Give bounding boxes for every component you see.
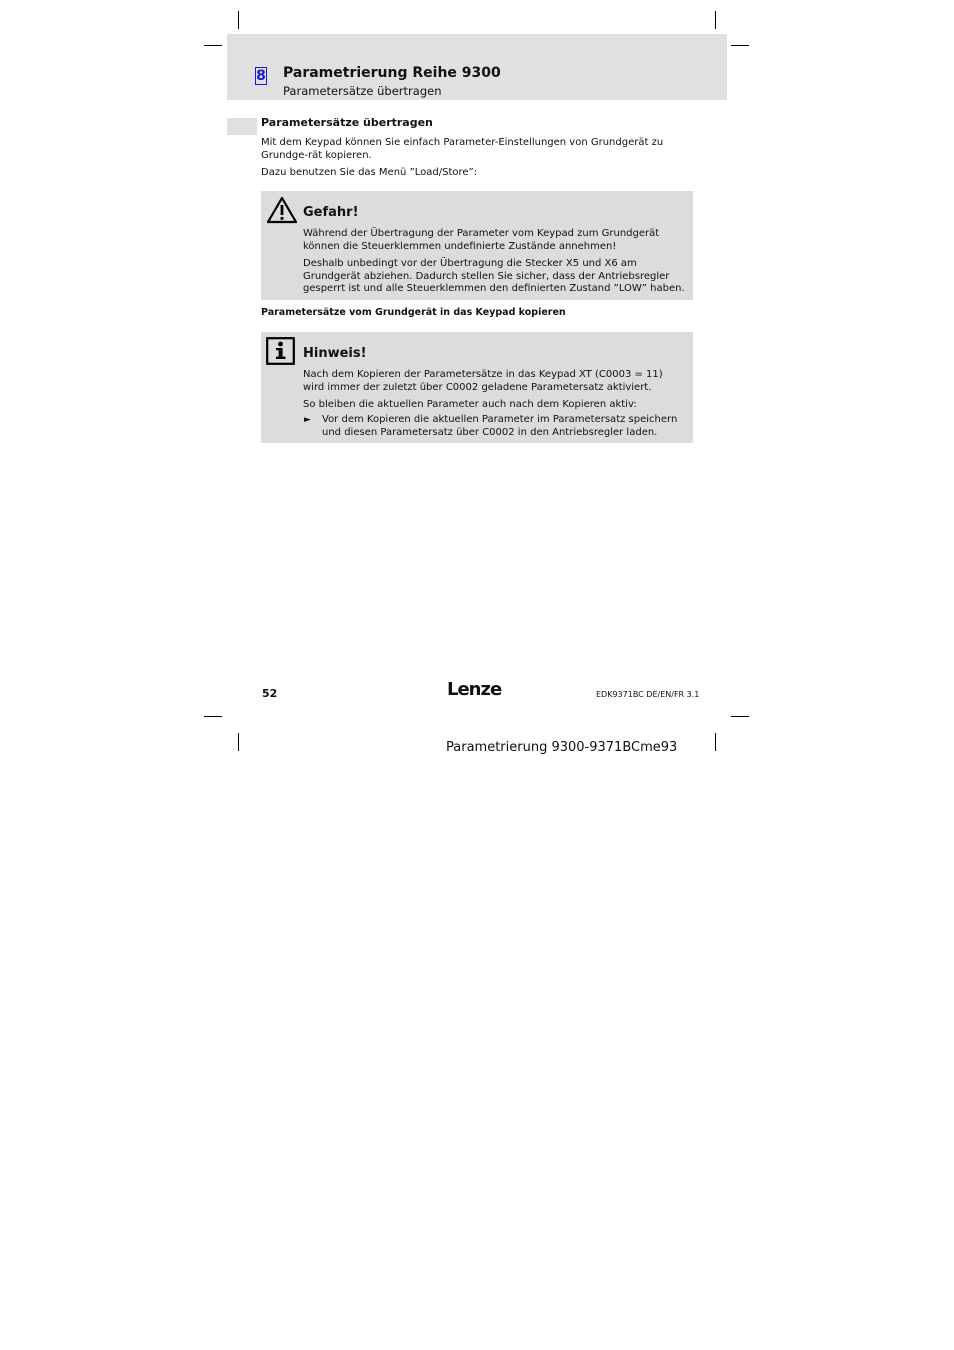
danger-text-2: Deshalb unbedingt vor der Übertragung die Stecker X5 und X6 am Grundgerät abziehen. Dadurch stellen Sie sicher, dass der Antriebsregler gesperrt ist und alle Steuerklemmen den definierten Zustand ”LOW” haben. [303,258,685,295]
note-text-1: Nach dem Kopieren der Parametersätze in das Keypad XT (C0003 = 11) wird immer der zuletzt über C0002 geladene Parametersatz aktiviert. [303,369,663,393]
warning-triangle-icon [266,196,298,224]
section-title: Parametersätze übertragen [261,116,433,129]
bottom-caption: Parametrierung 9300-9371BCme93 [446,740,678,755]
chapter-subtitle: Parametersätze übertragen [283,84,442,98]
bullet-arrow-icon: ► [304,415,311,425]
crop-mark [204,45,222,46]
document-code: EDK9371BC DE/EN/FR 3.1 [596,690,700,699]
danger-text-1: Während der Übertragung der Parameter vom Keypad zum Grundgerät können die Steuerklemmen undefinierte Zustände annehmen! [303,228,660,252]
crop-mark [715,11,716,29]
crop-mark [238,11,239,29]
note-box [261,332,693,443]
chapter-number: 8 [256,68,266,84]
page-number: 52 [262,687,278,700]
info-icon [266,337,295,365]
chapter-title: Parametrierung Reihe 9300 [283,65,501,81]
danger-box [261,191,693,300]
note-bullet-text: Vor dem Kopieren die aktuellen Parameter im Parametersatz speichern und diesen Parametersatz über C0002 in den Antriebsregler laden. [322,414,678,438]
intro-paragraph: Mit dem Keypad können Sie einfach Parameter-Einstellungen von Grundgerät zu Grundge-rät kopieren. [261,137,664,161]
danger-title: Gefahr! [303,205,359,220]
crop-mark [731,716,749,717]
lenze-logo: Lenze [447,679,502,700]
crop-mark [731,45,749,46]
note-title: Hinweis! [303,346,367,361]
subsection-title: Parametersätze vom Grundgerät in das Keypad kopieren [261,307,566,318]
note-text-2: So bleiben die aktuellen Parameter auch nach dem Kopieren aktiv: [303,399,637,410]
crop-mark [204,716,222,717]
crop-mark [715,733,716,751]
crop-mark [238,733,239,751]
margin-tab [227,118,257,135]
menu-paragraph: Dazu benutzen Sie das Menü ”Load/Store”: [261,167,478,178]
